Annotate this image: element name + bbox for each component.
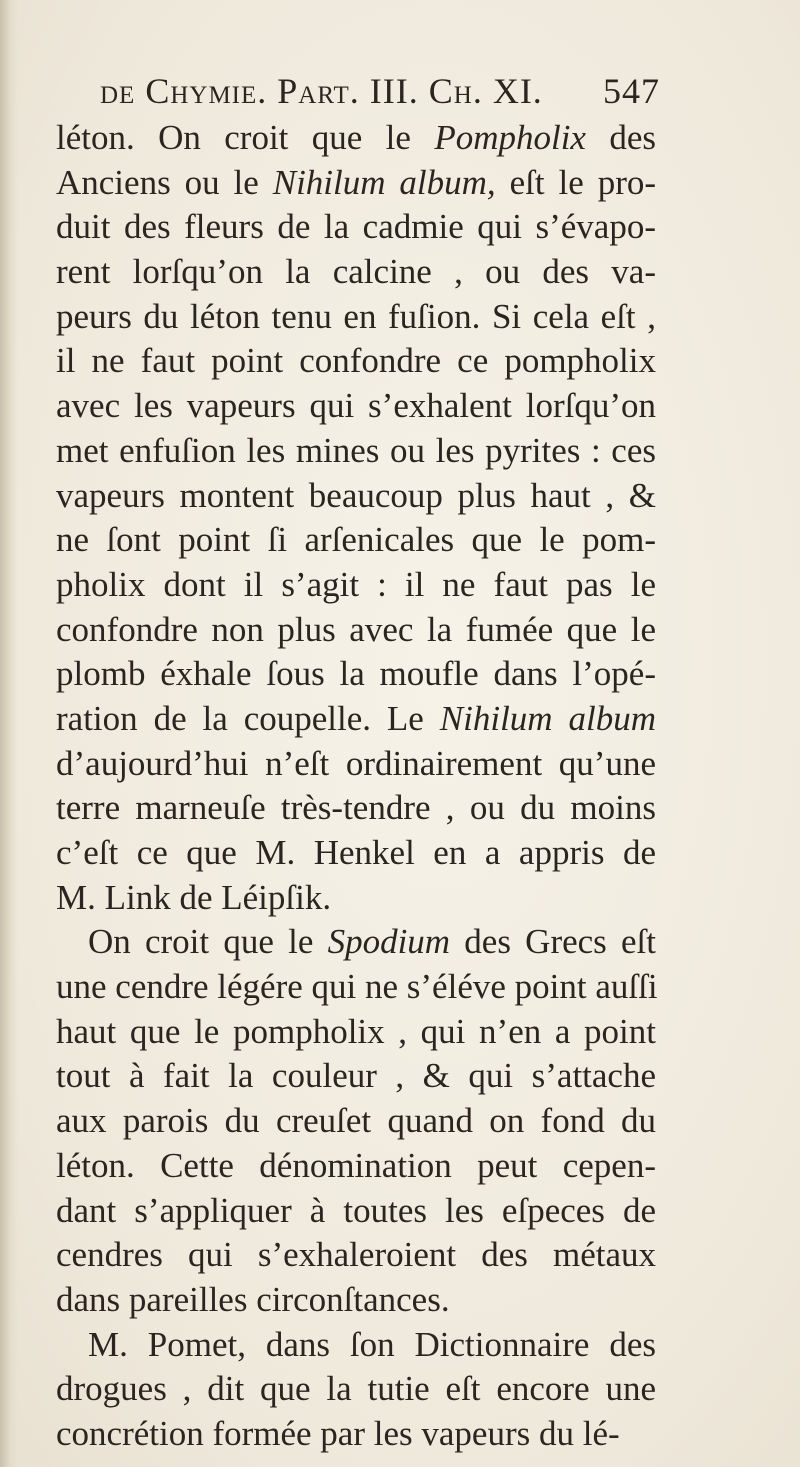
italic-term: Spodium	[327, 922, 451, 962]
text-run: met enfuſion les mines ou les pyrites : ces	[56, 430, 656, 470]
text-run: drogues , dit que la tutie eſt encore une	[56, 1369, 656, 1409]
text-run: duit des fleurs de la cadmie qui s’évapo-	[56, 207, 656, 247]
text-line	[56, 384, 656, 429]
text-run: vapeurs montent beaucoup plus haut , &	[56, 475, 656, 515]
text-run: ne ſont point ſi arſenicales que le pom-	[56, 520, 656, 560]
text-line	[56, 161, 656, 206]
text-run: il ne faut point confondre ce pompholix	[56, 341, 656, 381]
text-line	[56, 876, 656, 921]
text-line	[56, 339, 656, 384]
text-run: M. Pomet, dans ſon Dictionnaire des	[88, 1324, 656, 1364]
text-run: léton. On croit que le	[56, 118, 435, 157]
text-run: peurs du léton tenu en fuſion. Si cela eſt ,	[56, 296, 656, 336]
text-run: dans pareilles circonſtances.	[56, 1279, 450, 1319]
text-line	[56, 965, 656, 1010]
text-run: une cendre légére qui ne s’éléve point auſſi	[56, 967, 658, 1007]
text-run: avec les vapeurs qui s’exhalent lorſqu’on	[56, 386, 656, 426]
page-number: 547	[603, 71, 660, 111]
text-run: plomb éxhale ſous la moufle dans l’opé-	[56, 654, 656, 694]
text-run: pholix dont il s’agit : il ne faut pas le	[56, 564, 656, 604]
body-text	[56, 116, 656, 1457]
text-run: aux parois du creuſet quand on fond du	[56, 1101, 656, 1141]
text-line	[56, 1367, 656, 1412]
text-run: concrétion formée par les vapeurs du lé-	[56, 1413, 620, 1453]
text-line	[56, 652, 656, 697]
text-line	[56, 1189, 656, 1234]
text-line	[56, 1278, 656, 1323]
text-run: c’eſt ce que M. Henkel en a appris de	[56, 833, 656, 872]
text-line	[56, 1099, 656, 1144]
text-line	[56, 1412, 656, 1457]
text-line	[56, 205, 656, 250]
text-line	[56, 697, 656, 742]
text-line	[56, 786, 656, 831]
text-line	[56, 563, 656, 608]
text-line	[56, 920, 656, 965]
text-line	[56, 608, 656, 653]
text-run: terre marneuſe très-tendre , ou du moins	[56, 788, 656, 828]
text-run: ration de la coupelle. Le	[56, 698, 440, 738]
text-run: rent lorſqu’on la calcine , ou des va-	[56, 252, 656, 292]
binding-shadow	[0, 0, 18, 1467]
text-run: d’aujourd’hui n’eſt ordinairement qu’une	[56, 743, 656, 783]
text-run: On croit que le	[88, 922, 328, 962]
text-line	[56, 250, 656, 295]
text-run: confondre non plus avec la fumée que le	[56, 609, 656, 649]
text-line	[56, 1233, 656, 1278]
text-run: léton. Cette dénomination peut cepen-	[56, 1145, 656, 1185]
text-run: cendres qui s’exhaleroient des métaux	[56, 1235, 656, 1275]
text-line	[56, 831, 656, 876]
text-line	[56, 742, 656, 787]
text-run: des Grecs eſt	[450, 922, 656, 962]
text-run: Anciens ou le	[56, 162, 273, 202]
text-line	[56, 1144, 656, 1189]
text-run: haut que le pompholix , qui n’en a point	[56, 1011, 656, 1051]
text-line	[56, 474, 656, 519]
text-run: dant s’appliquer à toutes les eſpeces de	[56, 1190, 656, 1230]
text-line	[56, 429, 656, 474]
text-line	[56, 116, 656, 161]
text-line	[56, 295, 656, 340]
running-head-title: de Chymie. Part. III. Ch. XI.	[100, 71, 543, 111]
text-run: M. Link de Léipſik.	[56, 877, 332, 917]
text-run: des	[585, 118, 656, 157]
italic-term: Nihilum album	[439, 698, 656, 738]
text-line	[56, 518, 656, 563]
italic-term: Nihilum album,	[272, 162, 496, 202]
text-line	[56, 1010, 656, 1055]
text-line	[56, 1054, 656, 1099]
italic-term: Pompholix	[434, 118, 586, 157]
running-head	[100, 70, 660, 114]
text-line	[56, 1323, 656, 1368]
text-run: tout à fait la couleur , & qui s’attache	[56, 1056, 656, 1096]
text-run: eſt le pro-	[495, 162, 656, 202]
